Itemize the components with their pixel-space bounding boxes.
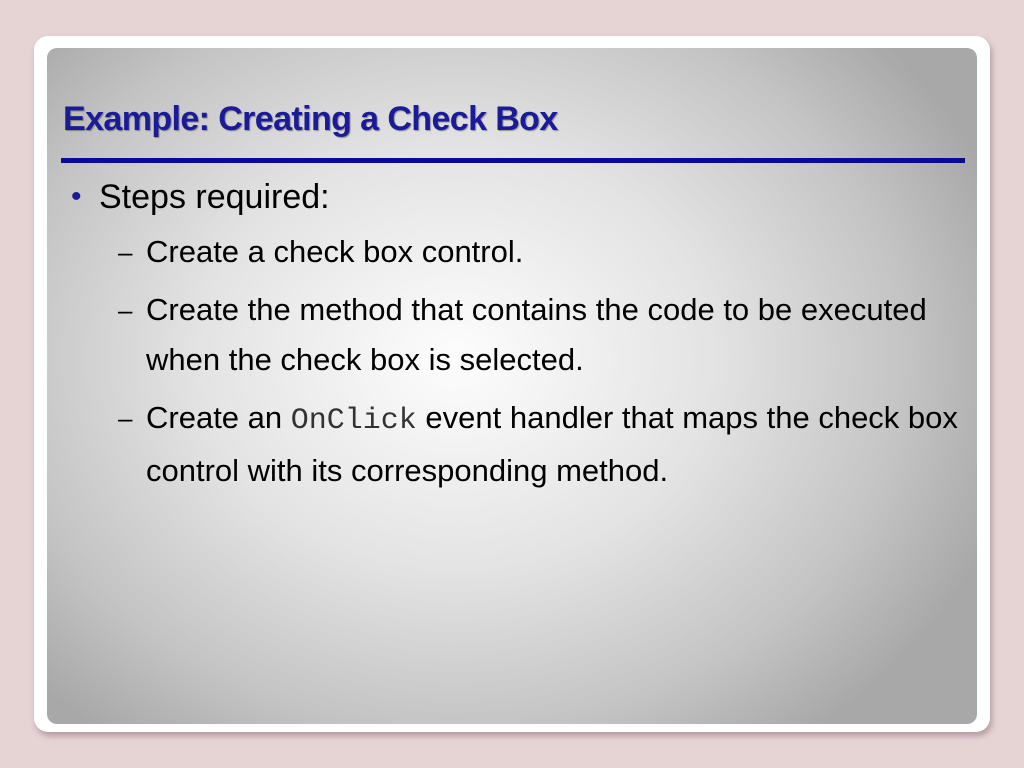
sub-bullet-item [67, 285, 966, 385]
sub-bullet-item [67, 227, 966, 277]
dash-icon: – [118, 295, 133, 325]
bullet-icon: • [71, 180, 82, 213]
sub-bullet-text: Create a check box control. [146, 234, 524, 269]
slide [47, 48, 977, 724]
slide-body [67, 173, 967, 504]
code-onclick: OnClick [290, 404, 417, 438]
bullet-text: Steps required: [99, 178, 330, 216]
sub-bullet-text-after: event handler that maps the check box control with its corresponding method. [146, 400, 958, 488]
sub-bullet-text-before: Create an [146, 400, 291, 435]
sub-bullet-text: Create the method that contains the code to be executed when the check box is selected. [146, 292, 927, 377]
title-underline [61, 158, 965, 163]
dash-icon: – [118, 237, 133, 267]
bullet-item [67, 173, 967, 221]
dash-icon: – [118, 403, 133, 433]
slide-title: Example: Creating a Check Box [63, 100, 558, 138]
sub-bullet-item [67, 393, 966, 496]
